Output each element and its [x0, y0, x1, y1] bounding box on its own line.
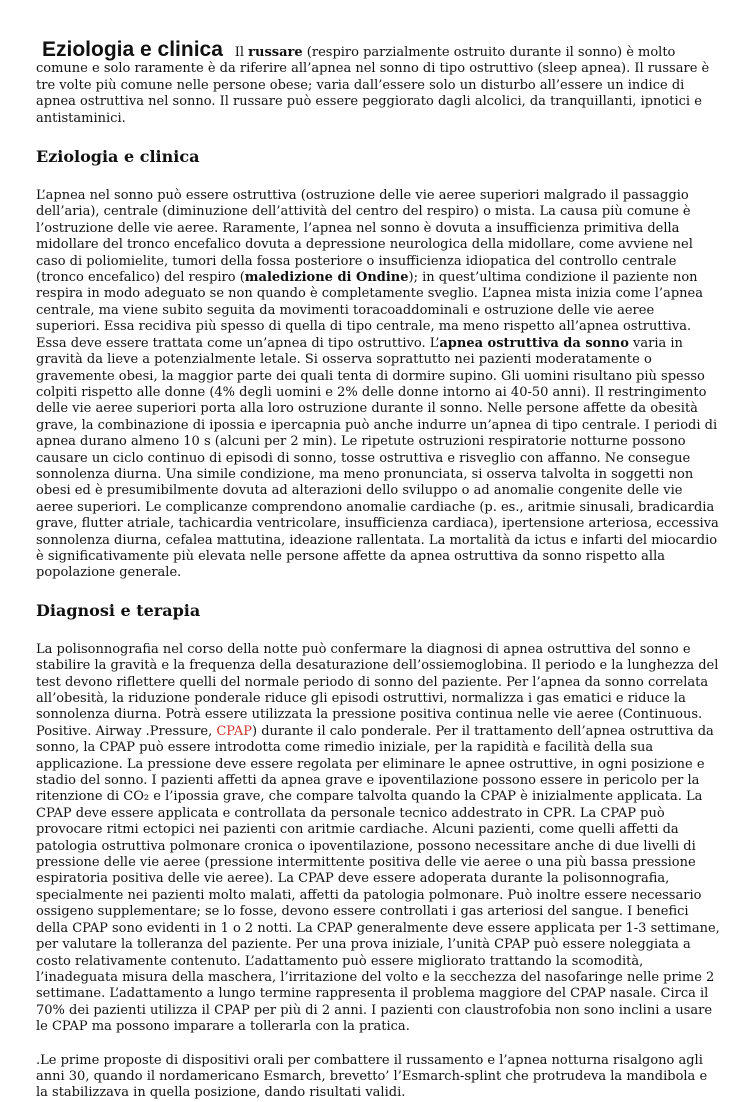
section1-text-3: varia in gravità da lieve a potenzialmente letale. Si osserva soprattutto nei pazienti moderatamente o gravemente obesi, la maggior parte dei quali tenta di dormire supino. Gli uomini risultano più spesso colpiti rispetto alle donne (4% degli uomini e 2% delle donne intorno ai 40-50 anni). Il restringimento delle vie aeree superiori porta alla loro ostruzione durante il sonno. Nelle persone affette da obesità grave, la combinazione di ipossia e ipercapnia può anche indurre un’apnea di tipo centrale. I periodi di apnea durano almeno 10 s (alcuni per 2 min). Le ripetute ostruzioni respiratorie notturne possono causare un ciclo continuo di episodi di sonno, tosse ostruttiva e risveglio con affanno. Ne consegue sonnolenza diurna. Una simile condizione, ma meno pronunciata, si osserva talvolta in soggetti non obesi ed è presumibilmente dovuta ad alterazioni dello sviluppo o ad anomalie congenite delle vie aeree superiori. Le complicanze comprendono anomalie cardiache (p. es., aritmie sinusali, bradicardia grave, flutter atriale, tachicardia ventricolare, insufficienza cardiaca), ipertensione arteriosa, eccessiva sonnolenza diurna, cefalea mattutina, ideazione rallentata. La mortalità da ictus e infarti del miocardio è significativamente più elevata nelle persone affette da apnea ostruttiva da sonno rispetto alla popolazione generale.	[36, 335, 719, 581]
section1-bold-apnea: apnea ostruttiva da sonno	[439, 335, 629, 351]
intro-text-2: (respiro parzialmente ostruito durante il sonno) è molto comune e solo raramente è da riferire all’apnea nel sonno di tipo ostruttivo (sleep apnea). Il russare è tre volte più comune nelle persone obese; varia dall’essere solo un disturbo all’essere un indice di apnea ostruttiva nel sonno. Il russare può essere peggiorato dagli alcolici, da tranquillanti, ipnotici e antistaminici.	[36, 45, 710, 126]
intro-text-1: Il	[234, 45, 249, 60]
section1-paragraph	[36, 188, 720, 582]
intro-bold-russare: russare	[248, 45, 303, 60]
section-heading-diagnosi: Diagnosi e terapia	[36, 600, 201, 620]
intro-title: Eziologia e clinica	[42, 38, 223, 61]
section1-text-1: L’apnea nel sonno può essere ostruttiva (ostruzione delle vie aeree superiori malgrado il passaggio dell’aria), centrale (diminuzione dell’attività del centro del respiro) o mista. La causa più comune è l’ostruzione delle vie aeree. Raramente, l’apnea nel sonno è dovuta a insufficienza primitiva della midollare del tronco encefalico dovuta a depressione neurologica della midollare, come avviene nel caso di poliomielite, tumori della fossa posteriore o insufficienza idiopatica del controllo centrale (tronco encefalico) del respiro (	[36, 188, 693, 286]
section1-bold-ondine: maledizione di Ondine	[244, 270, 409, 286]
document-page	[36, 38, 720, 1102]
closing-paragraph: .Le prime proposte di dispositivi orali per combattere il russamento e l’apnea notturna risalgono agli anni 30, quando il nordamericano Esmarch, brevetto’ l’Esmarch-splint che protrudeva la mandibola e la stabilizzava in quella posizione, dando risultati validi.	[36, 1052, 708, 1101]
section2-text-1: La polisonnografia nel corso della notte può confermare la diagnosi di apnea ostruttiva del sonno e stabilire la gravità e la frequenza della desaturazione dell’ossiemoglobina. Il periodo e la lunghezza del test devono riflettere quelli del normale periodo di sonno del paziente. Per l’apnea da sonno correlata all’obesità, la riduzione ponderale riduce gli episodi ostruttivi, normalizza i gas ematici e riduce la sonnolenza diurna. Potrà essere utilizzata la pressione positiva continua nelle vie aeree (Continuous. Positive. Airway .Pressure,	[36, 641, 719, 739]
section1-text-2: ); in quest’ultima condizione il paziente non respira in modo adeguato se non quando è completamente sveglio. L’apnea mista inizia come l’apnea centrale, ma viene subito seguita da movimenti toracoaddominali e ostruzione delle vie aeree superiori. Essa recidiva più spesso di quella di tipo centrale, ma meno rispetto all’apnea ostruttiva. Essa deve essere trattata come un’apnea di tipo ostruttivo. L’	[36, 270, 703, 351]
cpap-link[interactable]: CPAP	[216, 723, 252, 739]
section-heading-eziologia: Eziologia e clinica	[36, 147, 200, 167]
section2-text-2: ) durante il calo ponderale. Per il trattamento dell’apnea ostruttiva da sonno, la CPAP può essere introdotta come rimedio iniziale, per la rapidità e facilità della sua applicazione. La pressione deve essere regolata per eliminare le apnee ostruttive, in ogni posizione e stadio del sonno. I pazienti affetti da apnea grave e ipoventilazione possono essere in pericolo per la ritenzione di CO₂ e l’ipossia grave, che compare talvolta quando la CPAP è inizialmente applicata. La CPAP deve essere applicata e controllata da personale tecnico addestrato in CPR. La CPAP può provocare ritmi ectopici nei pazienti con aritmie cardiache. Alcuni pazienti, come quelli affetti da patologia ostruttiva polmonare cronica o ipoventilazione, possono necessitare anche di due livelli di pressione delle vie aeree (pressione intermittente positiva delle vie aeree o una più bassa pressione espiratoria positiva delle vie aeree). La CPAP deve essere adoperata durante la polisonnografia, specialmente nei pazienti molto malati, affetti da patologia polmonare. Può inoltre essere necessario ossigeno supplementare; se lo fosse, devono essere controllati i gas arteriosi del sangue. I benefici della CPAP sono evidenti in 1 o 2 notti. La CPAP generalmente deve essere applicata per 1-3 settimane, per valutare la tolleranza del paziente. Per una prova iniziale, l’unità CPAP può essere noleggiata a costo relativamente contenuto. L’adattamento può essere migliorato trattando la scomodità, l’inadeguata misura della maschera, l’irritazione del volto e la secchezza del nasofaringe nelle prime 2 settimane. L’adattamento a lungo termine rappresenta il problema maggiore del CPAP nasale. Circa il 70% dei pazienti utilizza il CPAP per più di 2 anni. I pazienti con claustrofobia non sono inclini a usare le CPAP ma possono imparare a tollerarla con la pratica.	[36, 723, 720, 1035]
section2-paragraph	[36, 642, 720, 1036]
intro-paragraph	[36, 38, 720, 127]
